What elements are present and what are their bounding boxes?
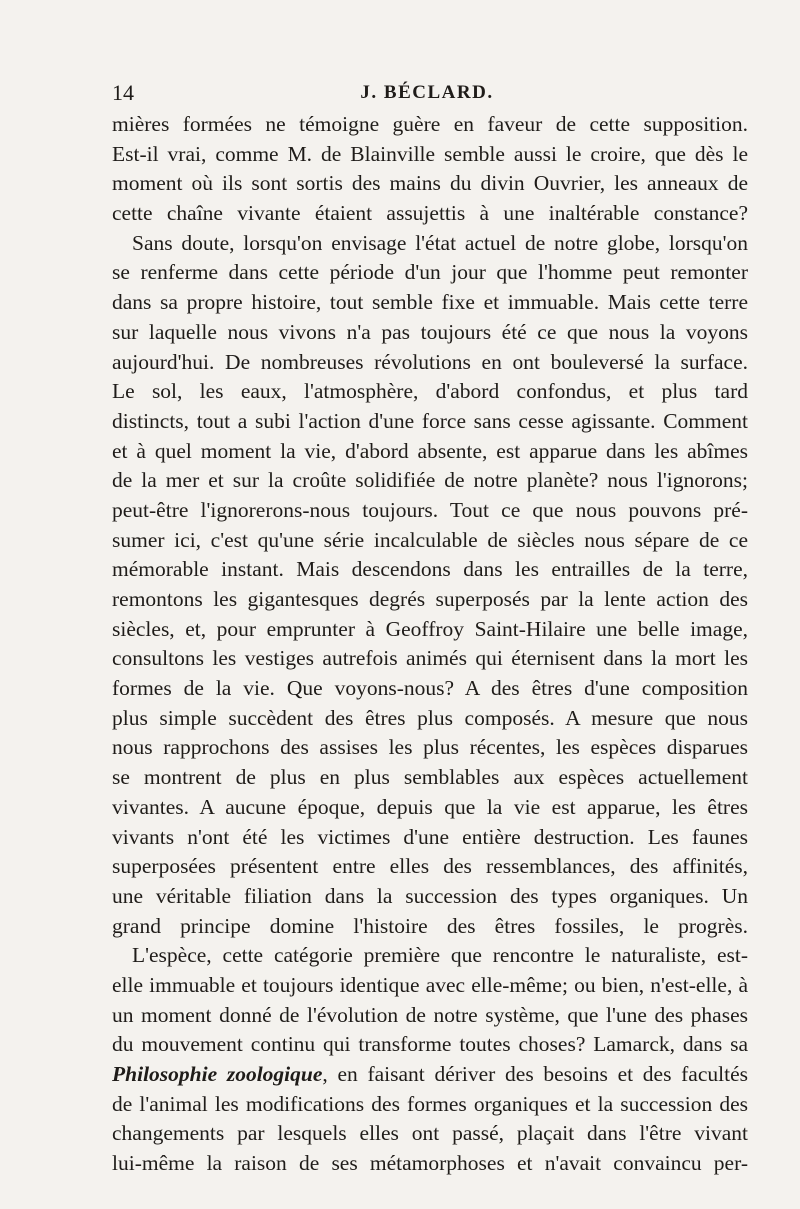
text-line: dans sa propre histoire, tout semble fixe et immuable. Mais cette terre [112, 290, 748, 315]
text-line: et à quel moment la vie, d'abord absente, est apparue dans les abîmes [112, 438, 748, 463]
text-line: siècles, et, pour emprunter à Geoffroy Saint-Hilaire une belle image, [112, 616, 748, 641]
text-line: mières formées ne témoigne guère en faveur de cette supposition. [112, 112, 748, 136]
text-line: de la mer et sur la croûte solidifiée de notre planète? nous l'ignorons; [112, 468, 748, 493]
text-line: changements par lesquels elles ont passé, plaçait dans l'être vivant [112, 1121, 748, 1146]
text-line [112, 1060, 748, 1090]
running-head: J. BÉCLARD. [360, 82, 494, 103]
text-line: superposées présentent entre elles des ressemblances, des affinités, [112, 854, 748, 879]
text-line: vivants n'ont été les victimes d'une entière destruction. Les faunes [112, 824, 748, 849]
text-line: de l'animal les modifications des formes organiques et la succession des [112, 1091, 748, 1116]
text-line: Est-il vrai, comme M. de Blainville semble aussi le croire, que dès le [112, 141, 748, 166]
text-line: distincts, tout a subi l'action d'une force sans cesse agissante. Comment [112, 408, 748, 433]
text-line: nous rapprochons des assises les plus récentes, les espèces disparues [112, 735, 748, 760]
page-header [112, 78, 742, 108]
text-line: consultons les vestiges autrefois animés qui éternisent dans la mort les [112, 646, 748, 671]
text-line: cette chaîne vivante étaient assujettis à une inaltérable constance? [112, 201, 748, 226]
text-line: elle immuable et toujours identique avec elle-même; ou bien, n'est-elle, à [112, 972, 748, 997]
text-line: sur laquelle nous vivons n'a pas toujours été ce que nous la voyons [112, 319, 748, 344]
text-line: L'espèce, cette catégorie première que rencontre le naturaliste, est- [132, 943, 748, 968]
text-line: du mouvement continu qui transforme toutes choses? Lamarck, dans sa [112, 1032, 748, 1057]
text-line: grand principe domine l'histoire des êtres fossiles, le progrès. [112, 913, 748, 938]
text-line: un moment donné de l'évolution de notre système, que l'une des phases [112, 1002, 748, 1027]
text-fragment: , en faisant dériver des besoins et des facultés [322, 1062, 748, 1086]
text-line: plus simple succèdent des êtres plus composés. A mesure que nous [112, 705, 748, 730]
text-line: formes de la vie. Que voyons-nous? A des êtres d'une composition [112, 676, 748, 701]
text-line: aujourd'hui. De nombreuses révolutions en ont bouleversé la surface. [112, 349, 748, 374]
text-line: sumer ici, c'est qu'une série incalculable de siècles nous sépare de ce [112, 527, 748, 552]
text-line: se renferme dans cette période d'un jour que l'homme peut remonter [112, 260, 748, 285]
text-line: peut-être l'ignorerons-nous toujours. Tout ce que nous pouvons pré- [112, 497, 748, 522]
book-title-italic: Philosophie zoologique [112, 1062, 323, 1086]
text-line: Sans doute, lorsqu'on envisage l'état actuel de notre globe, lorsqu'on [132, 230, 748, 255]
page-number: 14 [112, 80, 134, 105]
text-line: vivantes. A aucune époque, depuis que la vie est apparue, les êtres [112, 794, 748, 819]
text-line: mémorable instant. Mais descendons dans les entrailles de la terre, [112, 557, 748, 582]
text-line: moment où ils sont sortis des mains du divin Ouvrier, les anneaux de [112, 171, 748, 196]
text-line: se montrent de plus en plus semblables aux espèces actuellement [112, 765, 748, 790]
text-line: une véritable filiation dans la succession des types organiques. Un [112, 883, 748, 908]
text-line: lui-même la raison de ses métamorphoses et n'avait convaincu per- [112, 1151, 748, 1176]
text-line: remontons les gigantesques degrés superposés par la lente action des [112, 587, 748, 611]
text-line: Le sol, les eaux, l'atmosphère, d'abord confondus, et plus tard [112, 379, 748, 404]
body-text [112, 110, 748, 1179]
